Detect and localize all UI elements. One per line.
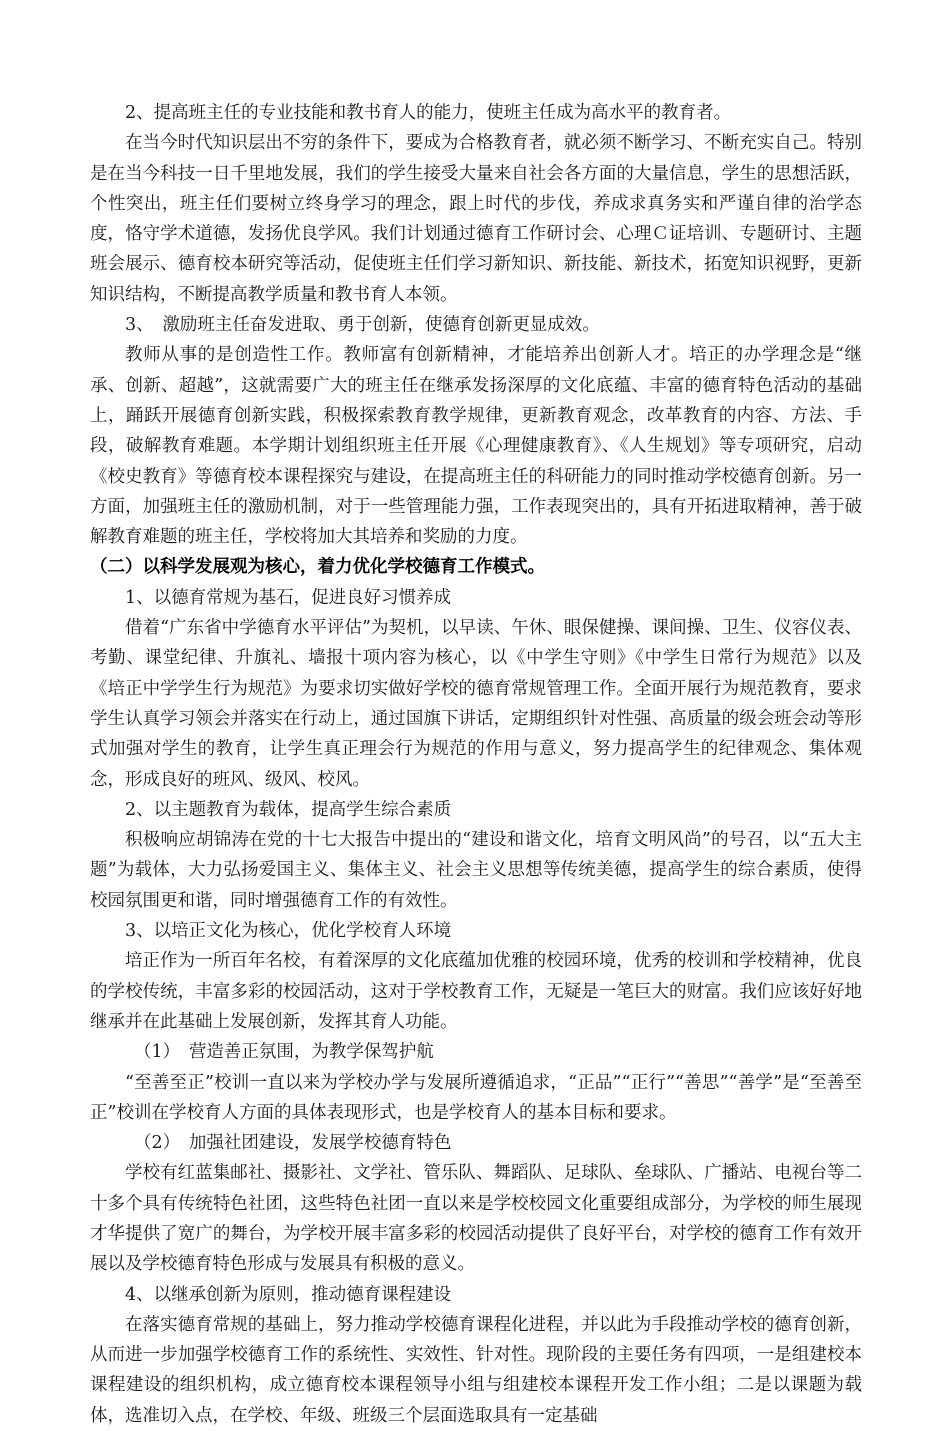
subheading-2-teacher-skills: 2、提高班主任的专业技能和教书育人的能力，使班主任成为高水平的教育者。 bbox=[125, 103, 732, 123]
paragraph-lifelong-learning: 在当今时代知识层出不穷的条件下，要成为合格教育者，就必须不断学习、不断充实自己。特别是在当今科技一日千里地发展，我们的学生接受大量来自社会各方面的大量信息，学生的思想活跃，个性突出，班主任们要树立终身学习的理念，跟上时代的步伐，养成求真务实和严谨自律的治学态度，恪守学术道德，发扬优良学风。我们计划通过德育工作研讨会、心理Ｃ证培训、专题研讨、主题班会展示、德育校本研究等活动，促使班主任们学习新知识、新技能、新技术，拓宽知识视野，更新知识结构，不断提高教学质量和教书育人本领。 bbox=[90, 133, 862, 305]
paragraph-school-culture: 培正作为一所百年名校，有着深厚的文化底蕴加优雅的校园环境，优秀的校训和学校精神，优良的学校传统，丰富多彩的校园活动，这对于学校教育工作，无疑是一笔巨大的财富。我们应该好好地继承并在此基础上发展创新，发挥其育人功能。 bbox=[90, 951, 862, 1032]
paragraph-moral-routine: 借着“广东省中学德育水平评估”为契机，以早读、午休、眼保健操、课间操、卫生、仪容仪表、考勤、课堂纪律、升旗礼、墙报十项内容为核心，以《中学生守则》《中学生日常行为规范》以及《培正中学学生行为规范》为要求切实做好学校的德育常规管理工作。全面开展行为规范教育，要求学生认真学习领会并落实在行动上，通过国旗下讲话，定期组织针对性强、高质量的级会班会动等形式加强对学生的教育，让学生真正理会行为规范的作用与意义，努力提高学生的纪律观念、集体观念，形成良好的班风、级风、校风。 bbox=[90, 618, 862, 790]
paragraph-school-motto: “至善至正”校训一直以来为学校办学与发展所遵循追求，“正品”“正行”“善思”“善学”是“至善至正”校训在学校育人方面的具体表现形式，也是学校育人的基本目标和要求。 bbox=[90, 1072, 862, 1123]
paragraph-creative-work: 教师从事的是创造性工作。教师富有创新精神，才能培养出创新人才。培正的办学理念是“继承、创新、超越”，这就需要广大的班主任在继承发扬深厚的文化底蕴、丰富的德育特色活动的基础上，踊跃开展德育创新实践，积极探索教育教学规律，更新教育观念，改革教育的内容、方法、手段，破解教育难题。本学期计划组织班主任开展《心理健康教育》、《人生规划》等专项研究，启动《校史教育》等德育校本课程探究与建设，在提高班主任的科研能力的同时推动学校德育创新。另一方面，加强班主任的激励机制，对于一些管理能力强，工作表现突出的，具有开拓进取精神，善于破解教育难题的班主任，学校将加大其培养和奖励的力度。 bbox=[90, 345, 862, 548]
document-body bbox=[90, 98, 862, 1431]
subheading-item-2: （2） 加强社团建设，发展学校德育特色 bbox=[134, 1133, 452, 1154]
paragraph-theme-education: 积极响应胡锦涛在党的十七大报告中提出的“建设和谐文化，培育文明风尚”的号召，以“五大主题”为载体，大力弘扬爱国主义、集体主义、社会主义思想等传统美德，提高学生的综合素质，使得校园氛围更和谐，同时增强德育工作的有效性。 bbox=[90, 830, 862, 911]
paragraph-curriculum: 在落实德育常规的基础上，努力推动学校德育课程化进程，并以此为手段推动学校的德育创新，从而进一步加强学校德育工作的系统性、实效性、针对性。现阶段的主要任务有四项，一是组建校本课程建设的组织机构，成立德育校本课程领导小组与组建校本课程开发工作小组；二是以课题为载体，选准切入点，在学校、年级、班级三个层面选取具有一定基础 bbox=[90, 1314, 862, 1426]
subheading-item-1: （1） 营造善正氛围，为教学保驾护航 bbox=[134, 1042, 434, 1063]
subheading-3-school-culture: 3、以培正文化为核心，优化学校育人环境 bbox=[125, 921, 452, 942]
section-heading-2: （二）以科学发展观为核心，着力优化学校德育工作模式。 bbox=[90, 557, 545, 578]
subheading-3-innovation: 3、 激励班主任奋发进取、勇于创新，使德育创新更显成效。 bbox=[125, 315, 600, 336]
subheading-4-curriculum: 4、以继承创新为原则，推动德育课程建设 bbox=[125, 1284, 452, 1305]
paragraph-clubs: 学校有红蓝集邮社、摄影社、文学社、管乐队、舞蹈队、足球队、垒球队、广播站、电视台等二十多个具有传统特色社团，这些特色社团一直以来是学校校园文化重要组成部分，为学校的师生展现才华提供了宽广的舞台，为学校开展丰富多彩的校园活动提供了良好平台，对学校的德育工作有效开展以及学校德育特色形成与发展具有积极的意义。 bbox=[90, 1163, 862, 1275]
subheading-1-moral-routine: 1、以德育常规为基石，促进良好习惯养成 bbox=[125, 587, 452, 608]
subheading-2-theme-education: 2、以主题教育为载体，提高学生综合素质 bbox=[125, 799, 452, 820]
